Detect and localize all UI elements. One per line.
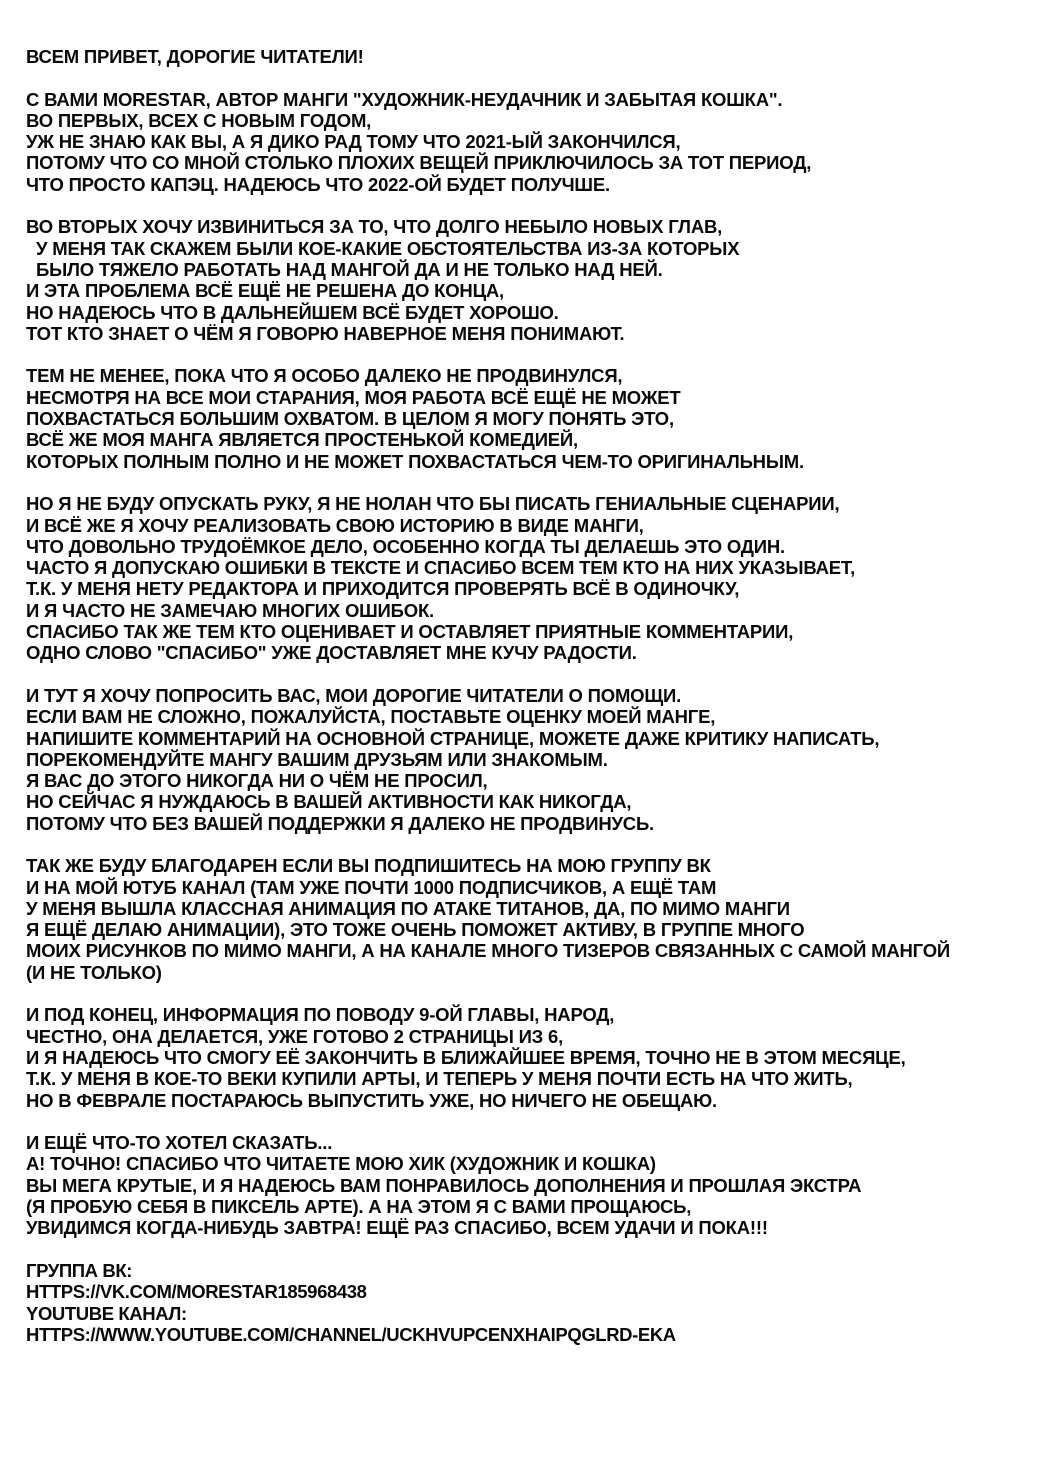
text-line: ЧТО ДОВОЛЬНО ТРУДОЁМКОЕ ДЕЛО, ОСОБЕННО КОГДА ТЫ ДЕЛАЕШЬ ЭТО ОДИН. xyxy=(26,535,785,557)
text-line: ЕСЛИ ВАМ НЕ СЛОЖНО, ПОЖАЛУЙСТА, ПОСТАВЬТЕ ОЦЕНКУ МОЕЙ МАНГЕ, xyxy=(26,706,716,728)
text-line: И НА МОЙ ЮТУБ КАНАЛ (ТАМ УЖЕ ПОЧТИ 1000 ПОДПИСЧИКОВ, А ЕЩЁ ТАМ xyxy=(26,876,717,898)
text-line: НО В ФЕВРАЛЕ ПОСТАРАЮСЬ ВЫПУСТИТЬ УЖЕ, НО НИЧЕГО НЕ ОБЕЩАЮ. xyxy=(26,1089,717,1111)
text-line: И Я НАДЕЮСЬ ЧТО СМОГУ ЕЁ ЗАКОНЧИТЬ В БЛИЖАЙШЕЕ ВРЕМЯ, ТОЧНО НЕ В ЭТОМ МЕСЯЦЕ, xyxy=(26,1046,906,1068)
intro-paragraph xyxy=(26,89,1026,195)
text-line: НАПИШИТЕ КОММЕНТАРИЙ НА ОСНОВНОЙ СТРАНИЦЕ, МОЖЕТЕ ДАЖЕ КРИТИКУ НАПИСАТЬ, xyxy=(26,727,880,749)
youtube-channel-label: YOUTUBE КАНАЛ: xyxy=(26,1302,187,1324)
text-line: ВО ПЕРВЫХ, ВСЕХ С НОВЫМ ГОДОМ, xyxy=(26,109,372,131)
text-line: ЧАСТО Я ДОПУСКАЮ ОШИБКИ В ТЕКСТЕ И СПАСИБО ВСЕМ ТЕМ КТО НА НИХ УКАЗЫВАЕТ, xyxy=(26,557,856,579)
youtube-channel-link[interactable]: HTTPS://WWW.YOUTUBE.COM/CHANNEL/UCKHVUPCENXHAIPQGLRD-EKA xyxy=(26,1323,676,1345)
text-line: И ВСЁ ЖЕ Я ХОЧУ РЕАЛИЗОВАТЬ СВОЮ ИСТОРИЮ В ВИДЕ МАНГИ, xyxy=(26,514,644,536)
vk-group-label: ГРУППА ВК: xyxy=(26,1259,132,1281)
greeting-paragraph xyxy=(26,46,1026,67)
text-line: И Я ЧАСТО НЕ ЗАМЕЧАЮ МНОГИХ ОШИБОК. xyxy=(26,599,434,621)
text-line: (Я ПРОБУЮ СЕБЯ В ПИКСЕЛЬ АРТЕ). А НА ЭТОМ Я С ВАМИ ПРОЩАЮСЬ, xyxy=(26,1196,692,1218)
thanks-paragraph xyxy=(26,493,1026,663)
text-line: Я ВАС ДО ЭТОГО НИКОГДА НИ О ЧЁМ НЕ ПРОСИЛ, xyxy=(26,770,488,792)
text-line: ПОТОМУ ЧТО БЕЗ ВАШЕЙ ПОДДЕРЖКИ Я ДАЛЕКО НЕ ПРОДВИНУСЬ. xyxy=(26,812,654,834)
text-line: И ЕЩЁ ЧТО-ТО ХОТЕЛ СКАЗАТЬ... xyxy=(26,1132,333,1154)
text-line: У МЕНЯ ТАК СКАЖЕМ БЫЛИ КОЕ-КАКИЕ ОБСТОЯТЕЛЬСТВА ИЗ-ЗА КОТОРЫХ xyxy=(36,237,740,259)
text-line: Т.К. У МЕНЯ НЕТУ РЕДАКТОРА И ПРИХОДИТСЯ ПРОВЕРЯТЬ ВСЁ В ОДИНОЧКУ, xyxy=(26,578,740,600)
text-line: СПАСИБО ТАК ЖЕ ТЕМ КТО ОЦЕНИВАЕТ И ОСТАВЛЯЕТ ПРИЯТНЫЕ КОММЕНТАРИИ, xyxy=(26,621,794,643)
text-line: ТЕМ НЕ МЕНЕЕ, ПОКА ЧТО Я ОСОБО ДАЛЕКО НЕ ПРОДВИНУЛСЯ, xyxy=(26,365,623,387)
text-line: С ВАМИ MORESTAR, АВТОР МАНГИ "ХУДОЖНИК-НЕУДАЧНИК И ЗАБЫТАЯ КОШКА". xyxy=(26,88,783,110)
text-line: ТОТ КТО ЗНАЕТ О ЧЁМ Я ГОВОРЮ НАВЕРНОЕ МЕНЯ ПОНИМАЮТ. xyxy=(26,322,625,344)
text-line: ВО ВТОРЫХ ХОЧУ ИЗВИНИТЬСЯ ЗА ТО, ЧТО ДОЛГО НЕБЫЛО НОВЫХ ГЛАВ, xyxy=(26,216,723,238)
text-line: У МЕНЯ ВЫШЛА КЛАССНАЯ АНИМАЦИЯ ПО АТАКЕ ТИТАНОВ, ДА, ПО МИМО МАНГИ xyxy=(26,897,790,919)
text-line: УВИДИМСЯ КОГДА-НИБУДЬ ЗАВТРА! ЕЩЁ РАЗ СПАСИБО, ВСЕМ УДАЧИ И ПОКА!!! xyxy=(26,1217,768,1239)
chapter-info-paragraph xyxy=(26,1004,1026,1110)
text-line: (И НЕ ТОЛЬКО) xyxy=(26,961,162,983)
request-paragraph xyxy=(26,685,1026,834)
text-line: А! ТОЧНО! СПАСИБО ЧТО ЧИТАЕТЕ МОЮ ХИК (ХУДОЖНИК И КОШКА) xyxy=(26,1153,656,1175)
apology-paragraph xyxy=(26,216,1026,344)
text-line: Я ЕЩЁ ДЕЛАЮ АНИМАЦИИ), ЭТО ТОЖЕ ОЧЕНЬ ПОМОЖЕТ АКТИВУ, В ГРУППЕ МНОГО xyxy=(26,919,805,941)
text-line: И ТУТ Я ХОЧУ ПОПРОСИТЬ ВАС, МОИ ДОРОГИЕ ЧИТАТЕЛИ О ПОМОЩИ. xyxy=(26,684,682,706)
text-line: И ПОД КОНЕЦ, ИНФОРМАЦИЯ ПО ПОВОДУ 9-ОЙ ГЛАВЫ, НАРОД, xyxy=(26,1004,615,1026)
text-line: НО СЕЙЧАС Я НУЖДАЮСЬ В ВАШЕЙ АКТИВНОСТИ КАК НИКОГДА, xyxy=(26,791,632,813)
text-line: БЫЛО ТЯЖЕЛО РАБОТАТЬ НАД МАНГОЙ ДА И НЕ ТОЛЬКО НАД НЕЙ. xyxy=(36,258,663,280)
text-line: ПОТОМУ ЧТО СО МНОЙ СТОЛЬКО ПЛОХИХ ВЕЩЕЙ ПРИКЛЮЧИЛОСЬ ЗА ТОТ ПЕРИОД, xyxy=(26,152,812,174)
text-line: ПОРЕКОМЕНДУЙТЕ МАНГУ ВАШИМ ДРУЗЬЯМ ИЛИ ЗНАКОМЫМ. xyxy=(26,748,608,770)
text-line: Т.К. У МЕНЯ В КОЕ-ТО ВЕКИ КУПИЛИ АРТЫ, И ТЕПЕРЬ У МЕНЯ ПОЧТИ ЕСТЬ НА ЧТО ЖИТЬ, xyxy=(26,1068,853,1090)
text-line: ЧТО ПРОСТО КАПЭЦ. НАДЕЮСЬ ЧТО 2022-ОЙ БУДЕТ ПОЛУЧШЕ. xyxy=(26,173,610,195)
text-line: ОДНО СЛОВО "СПАСИБО" УЖЕ ДОСТАВЛЯЕТ МНЕ КУЧУ РАДОСТИ. xyxy=(26,642,637,664)
closing-paragraph xyxy=(26,1132,1026,1238)
text-line: НО НАДЕЮСЬ ЧТО В ДАЛЬНЕЙШЕМ ВСЁ БУДЕТ ХОРОШО. xyxy=(26,301,559,323)
text-line: И ЭТА ПРОБЛЕМА ВСЁ ЕЩЁ НЕ РЕШЕНА ДО КОНЦА, xyxy=(26,280,504,302)
text-line: НО Я НЕ БУДУ ОПУСКАТЬ РУКУ, Я НЕ НОЛАН ЧТО БЫ ПИСАТЬ ГЕНИАЛЬНЫЕ СЦЕНАРИИ, xyxy=(26,493,840,515)
text-line: ПОХВАСТАТЬСЯ БОЛЬШИМ ОХВАТОМ. В ЦЕЛОМ Я МОГУ ПОНЯТЬ ЭТО, xyxy=(26,408,674,430)
progress-paragraph xyxy=(26,365,1026,471)
vk-group-link[interactable]: HTTPS://VK.COM/MORESTAR185968438 xyxy=(26,1281,367,1303)
greeting-line: ВСЕМ ПРИВЕТ, ДОРОГИЕ ЧИТАТЕЛИ! xyxy=(26,46,364,67)
subscribe-paragraph xyxy=(26,855,1026,983)
text-line: МОИХ РИСУНКОВ ПО МИМО МАНГИ, А НА КАНАЛЕ МНОГО ТИЗЕРОВ СВЯЗАННЫХ С САМОЙ МАНГОЙ xyxy=(26,940,950,962)
text-line: УЖ НЕ ЗНАЮ КАК ВЫ, А Я ДИКО РАД ТОМУ ЧТО 2021-ЫЙ ЗАКОНЧИЛСЯ, xyxy=(26,131,681,153)
text-line: НЕСМОТРЯ НА ВСЕ МОИ СТАРАНИЯ, МОЯ РАБОТА ВСЁ ЕЩЁ НЕ МОЖЕТ xyxy=(26,386,681,408)
text-line: ВСЁ ЖЕ МОЯ МАНГА ЯВЛЯЕТСЯ ПРОСТЕНЬКОЙ КОМЕДИЕЙ, xyxy=(26,429,578,451)
links-section xyxy=(26,1260,1026,1345)
text-line: КОТОРЫХ ПОЛНЫМ ПОЛНО И НЕ МОЖЕТ ПОХВАСТАТЬСЯ ЧЕМ-ТО ОРИГИНАЛЬНЫМ. xyxy=(26,450,804,472)
text-line: ТАК ЖЕ БУДУ БЛАГОДАРЕН ЕСЛИ ВЫ ПОДПИШИТЕСЬ НА МОЮ ГРУППУ ВК xyxy=(26,855,711,877)
text-line: ВЫ МЕГА КРУТЫЕ, И Я НАДЕЮСЬ ВАМ ПОНРАВИЛОСЬ ДОПОЛНЕНИЯ И ПРОШЛАЯ ЭКСТРА xyxy=(26,1174,862,1196)
text-line: ЧЕСТНО, ОНА ДЕЛАЕТСЯ, УЖЕ ГОТОВО 2 СТРАНИЦЫ ИЗ 6, xyxy=(26,1025,564,1047)
